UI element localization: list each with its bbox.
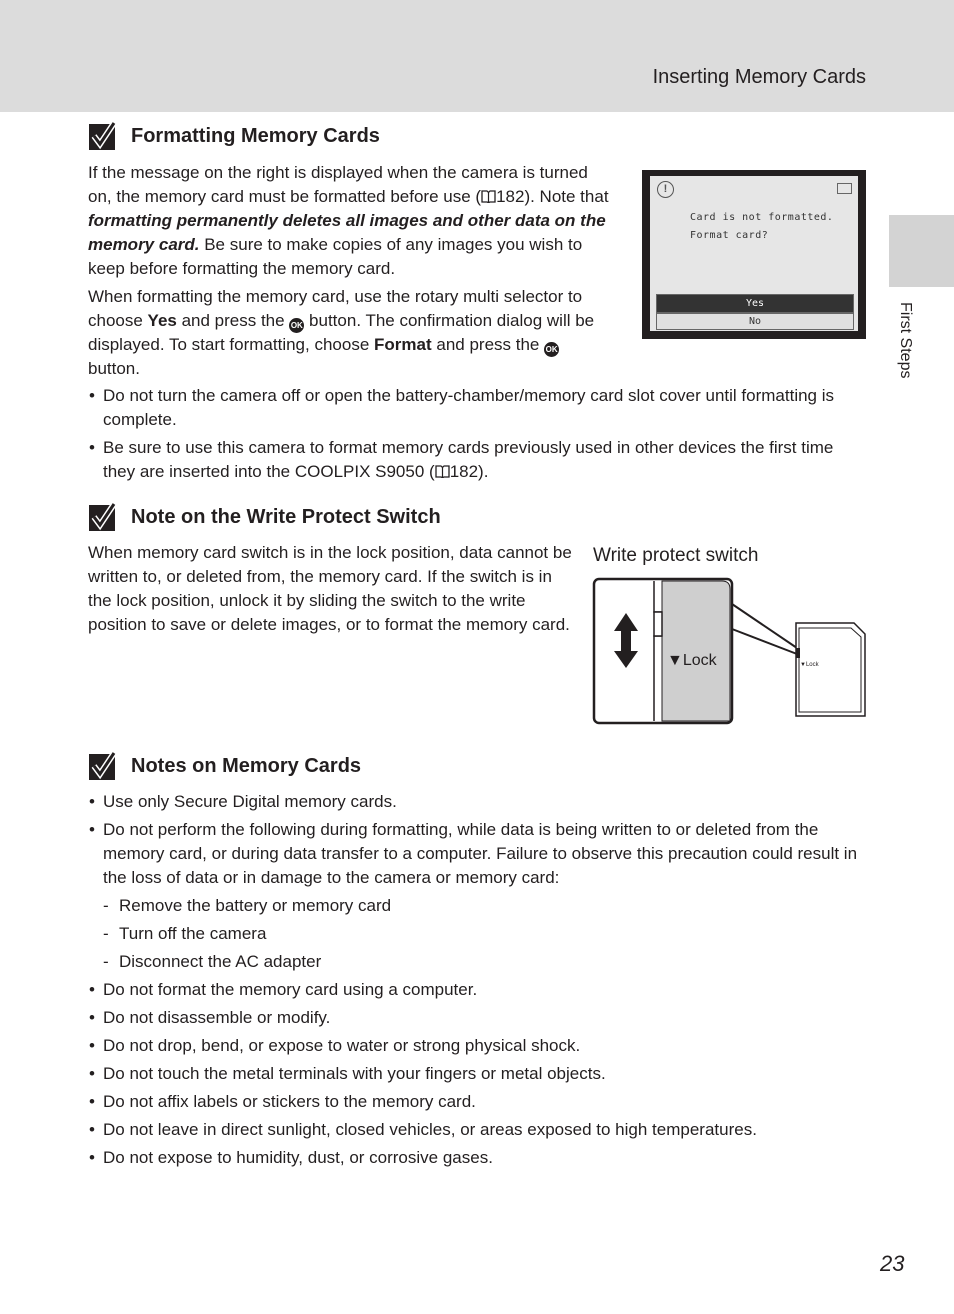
side-tab	[889, 215, 954, 287]
section2-body	[88, 541, 574, 641]
section1-bullets	[88, 384, 868, 488]
section-heading-text: Note on the Write Protect Switch	[131, 505, 441, 528]
memory-card-icon	[837, 183, 852, 194]
section-heading-formatting	[88, 121, 380, 151]
camera-option-no: No	[656, 313, 854, 330]
page-number: 23	[880, 1251, 905, 1276]
lock-label-small: ▼Lock	[800, 662, 819, 668]
checkmark-icon	[88, 121, 118, 151]
sub-list-item: - Turn off the camera	[103, 924, 267, 943]
section-heading-text: Formatting Memory Cards	[131, 124, 380, 147]
section3-body	[88, 790, 872, 1174]
section-heading-text: Notes on Memory Cards	[131, 754, 362, 777]
list-item: • Do not perform the following during formatting, while data is being written to or deleted from the memory card, or during data transfer to a computer. Failure to observe this precaution could result in the loss of data or in damage to the camera or memory card:	[89, 820, 858, 887]
side-tab-label: First Steps	[897, 302, 914, 379]
section-heading-notes	[88, 751, 361, 781]
paragraph: If the message on the right is displayed when the camera is turned on, the memory card must be formatted before use ( 182). Note that formatting permanently deletes all images and other data on the memory card. Be sure to make copies of any images you wish to keep before formatting the memory card.	[88, 163, 609, 278]
list-item: • Do not disassemble or modify.	[89, 1008, 331, 1027]
lock-label: ▼Lock	[667, 652, 717, 669]
list-item: • Do not turn the camera off or open the battery-chamber/memory card slot cover until formatting is complete.	[89, 386, 835, 429]
checkmark-icon	[88, 751, 118, 781]
list-item: • Do not format the memory card using a computer.	[89, 980, 478, 999]
book-reference-icon	[481, 190, 496, 204]
camera-message: Card is not formatted. Format card?	[690, 212, 834, 241]
section1-body	[88, 161, 612, 385]
header-band	[0, 0, 954, 112]
list-item: • Do not expose to humidity, dust, or corrosive gases.	[89, 1148, 493, 1167]
ok-button-icon: OK	[544, 342, 559, 357]
list-item: • Do not leave in direct sunlight, closed vehicles, or areas exposed to high temperatures.	[89, 1120, 757, 1139]
paragraph: When formatting the memory card, use the rotary multi selector to choose Yes and press the OK button. The confirmation dialog will be displayed. To start formatting, choose Format and press the OK button.	[88, 287, 595, 378]
paragraph: When memory card switch is in the lock position, data cannot be written to, or deleted from, the memory card. If the switch is in the lock position, unlock it by sliding the switch to the write position to save or delete images, or to format the memory card.	[88, 543, 572, 634]
write-protect-switch-figure	[592, 576, 868, 726]
list-item: • Do not affix labels or stickers to the memory card.	[89, 1092, 476, 1111]
sub-list-item: - Disconnect the AC adapter	[103, 952, 322, 971]
camera-screen-illustration	[642, 170, 866, 339]
list-item: • Be sure to use this camera to format memory cards previously used in other devices the first time they are inserted into the COOLPIX S9050 ( 182).	[89, 438, 834, 481]
list-item: • Do not touch the metal terminals with your fingers or metal objects.	[89, 1064, 606, 1083]
warning-icon: !	[657, 181, 674, 198]
camera-screen-display	[650, 176, 858, 331]
book-reference-icon	[435, 465, 450, 479]
checkmark-icon	[88, 502, 118, 532]
ok-button-icon: OK	[289, 318, 304, 333]
section-heading-write-protect	[88, 502, 441, 532]
figure-label: Write protect switch	[593, 545, 759, 566]
camera-option-yes: Yes	[656, 294, 854, 313]
sub-list-item: - Remove the battery or memory card	[103, 896, 392, 915]
page-header-title: Inserting Memory Cards	[652, 66, 866, 88]
list-item: • Do not drop, bend, or expose to water or strong physical shock.	[89, 1036, 581, 1055]
list-item: • Use only Secure Digital memory cards.	[89, 792, 397, 811]
